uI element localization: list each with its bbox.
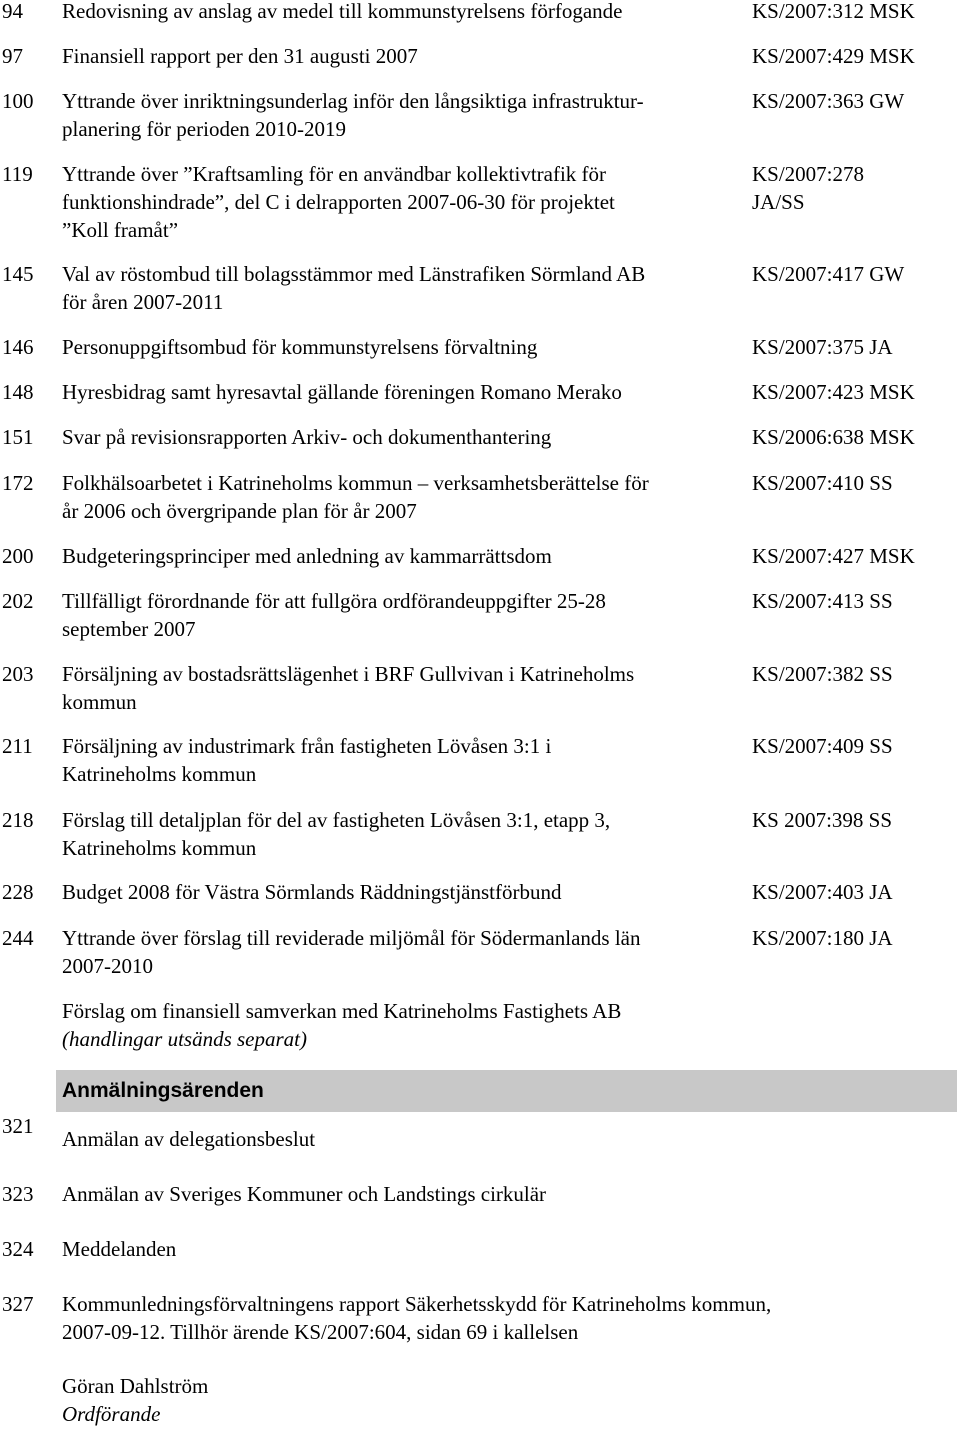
section-header [0,1070,957,1112]
item-reference [752,542,957,570]
item-reference [752,260,957,288]
item-title-line: Folkhälsoarbetet i Katrineholms kommun – verksamhetsberättelse för [62,471,649,495]
item-title [62,160,738,244]
item-reference-line: KS/2007:423 MSK [752,380,915,404]
item-title [62,587,738,643]
item-title-line: ”Koll framåt” [62,218,179,242]
item-number: 97 [2,44,23,68]
item-number: 228 [2,880,34,904]
item-title-line: Meddelanden [62,1237,177,1261]
extra-item-note: (handlingar utsänds separat) [62,1027,308,1051]
item-title [62,732,738,788]
item-reference-line: KS/2007:403 JA [752,880,893,904]
item-title-line: Yttrande över ”Kraftsamling för en användbar kollektivtrafik för [62,162,607,186]
item-title [62,806,738,862]
item-title [62,333,738,361]
item-title-line: Redovisning av anslag av medel till kommunstyrelsens förfogande [62,0,623,23]
item-title-line: år 2006 och övergripande plan för år 2007 [62,499,417,523]
item-title-line: Finansiell rapport per den 31 augusti 2007 [62,44,418,68]
item-number: 145 [2,262,34,286]
item-reference-line: KS/2007:278 [752,162,865,186]
item-title [62,878,738,906]
item-reference-line: KS/2007:382 SS [752,662,893,686]
item-title-line: Budgeteringsprinciper med anledning av kammarrättsdom [62,544,552,568]
item-reference [752,87,957,115]
item-number: 324 [2,1237,34,1261]
item-reference-line: KS/2007:409 SS [752,734,893,758]
item-title [62,1125,738,1153]
item-title-line: Katrineholms kommun [62,762,257,786]
item-title [62,1290,942,1346]
item-reference-line: KS/2007:427 MSK [752,544,915,568]
item-title-line: Kommunledningsförvaltningens rapport Säkerhetsskydd för Katrineholms kommun, [62,1292,772,1316]
item-title-line: Svar på revisionsrapporten Arkiv- och dokumenthantering [62,425,552,449]
item-title [62,542,738,570]
item-reference [752,42,957,70]
item-title-line: Yttrande över förslag till reviderade miljömål för Södermanlands län [62,926,641,950]
signature-role: Ordförande [62,1402,161,1426]
item-number: 172 [2,471,34,495]
item-title-line: 2007-09-12. Tillhör ärende KS/2007:604, sidan 69 i kallelsen [62,1320,579,1344]
item-title-line: Budget 2008 för Västra Sörmlands Räddningstjänstförbund [62,880,562,904]
item-number: 148 [2,380,34,404]
item-reference [752,732,957,760]
section-heading: Anmälningsärenden [62,1079,264,1102]
item-reference [752,333,957,361]
item-title-line: Yttrande över inriktningsunderlag inför den långsiktiga infrastruktur- [62,89,644,113]
item-number: 211 [2,734,33,758]
item-reference-line: KS/2007:312 MSK [752,0,915,23]
item-number: 244 [2,926,34,950]
item-title [62,660,738,716]
item-reference [752,378,957,406]
item-reference [752,423,957,451]
item-title-line: planering för perioden 2010-2019 [62,117,347,141]
item-reference [752,587,957,615]
item-title-line: Personuppgiftsombud för kommunstyrelsens förvaltning [62,335,538,359]
item-reference-line: KS/2006:638 MSK [752,425,915,449]
item-reference [752,469,957,497]
item-title-line: Tillfälligt förordnande för att fullgöra ordförandeuppgifter 25-28 [62,589,606,613]
item-number: 94 [2,0,23,23]
item-title-line: funktionshindrade”, del C i delrapporten 2007-06-30 för projektet [62,190,615,214]
item-number: 100 [2,89,34,113]
item-title [62,423,738,451]
item-title-line: Anmälan av Sveriges Kommuner och Landstings cirkulär [62,1182,547,1206]
item-number: 200 [2,544,34,568]
item-reference [752,660,957,688]
item-reference [752,160,957,216]
item-reference-line: KS/2007:429 MSK [752,44,915,68]
item-number: 202 [2,589,34,613]
item-title [62,42,738,70]
item-title [62,0,738,25]
item-number: 203 [2,662,34,686]
item-title [62,87,738,143]
item-reference [752,806,957,834]
extra-item-title: Förslag om finansiell samverkan med Katrineholms Fastighets AB [62,999,622,1023]
item-title [62,260,738,316]
item-title [62,1180,738,1208]
item-reference-line: KS/2007:180 JA [752,926,893,950]
item-title [62,378,738,406]
item-number: 119 [2,162,33,186]
signature-name: Göran Dahlström [62,1374,209,1398]
item-title-line: 2007-2010 [62,954,153,978]
item-reference [752,924,957,952]
signature [62,1372,738,1428]
item-title-line: för åren 2007-2011 [62,290,224,314]
item-title-line: Anmälan av delegationsbeslut [62,1127,316,1151]
item-title-line: Försäljning av industrimark från fastigheten Lövåsen 3:1 i [62,734,552,758]
item-reference-line: JA/SS [752,190,805,214]
item-reference [752,878,957,906]
item-number: 327 [2,1292,34,1316]
item-reference-line: KS/2007:410 SS [752,471,893,495]
item-reference [752,0,957,25]
extra-item-text [62,997,738,1053]
item-reference-line: KS/2007:413 SS [752,589,893,613]
item-number: 218 [2,808,34,832]
item-title [62,469,738,525]
item-number: 151 [2,425,34,449]
item-title-line: Förslag till detaljplan för del av fastigheten Lövåsen 3:1, etapp 3, [62,808,611,832]
item-number: 146 [2,335,34,359]
item-title-line: kommun [62,690,137,714]
item-title-line: Försäljning av bostadsrättslägenhet i BRF Gullvivan i Katrineholms [62,662,635,686]
item-reference-line: KS/2007:417 GW [752,262,905,286]
item-reference-line: KS 2007:398 SS [752,808,893,832]
item-title [62,924,738,980]
item-title [62,1235,738,1263]
item-reference-line: KS/2007:363 GW [752,89,905,113]
item-title-line: september 2007 [62,617,196,641]
item-title-line: Katrineholms kommun [62,836,257,860]
item-reference-line: KS/2007:375 JA [752,335,893,359]
item-number: 323 [2,1182,34,1206]
item-title-line: Hyresbidrag samt hyresavtal gällande föreningen Romano Merako [62,380,622,404]
item-title-line: Val av röstombud till bolagsstämmor med Länstrafiken Sörmland AB [62,262,646,286]
item-number: 321 [2,1114,34,1138]
